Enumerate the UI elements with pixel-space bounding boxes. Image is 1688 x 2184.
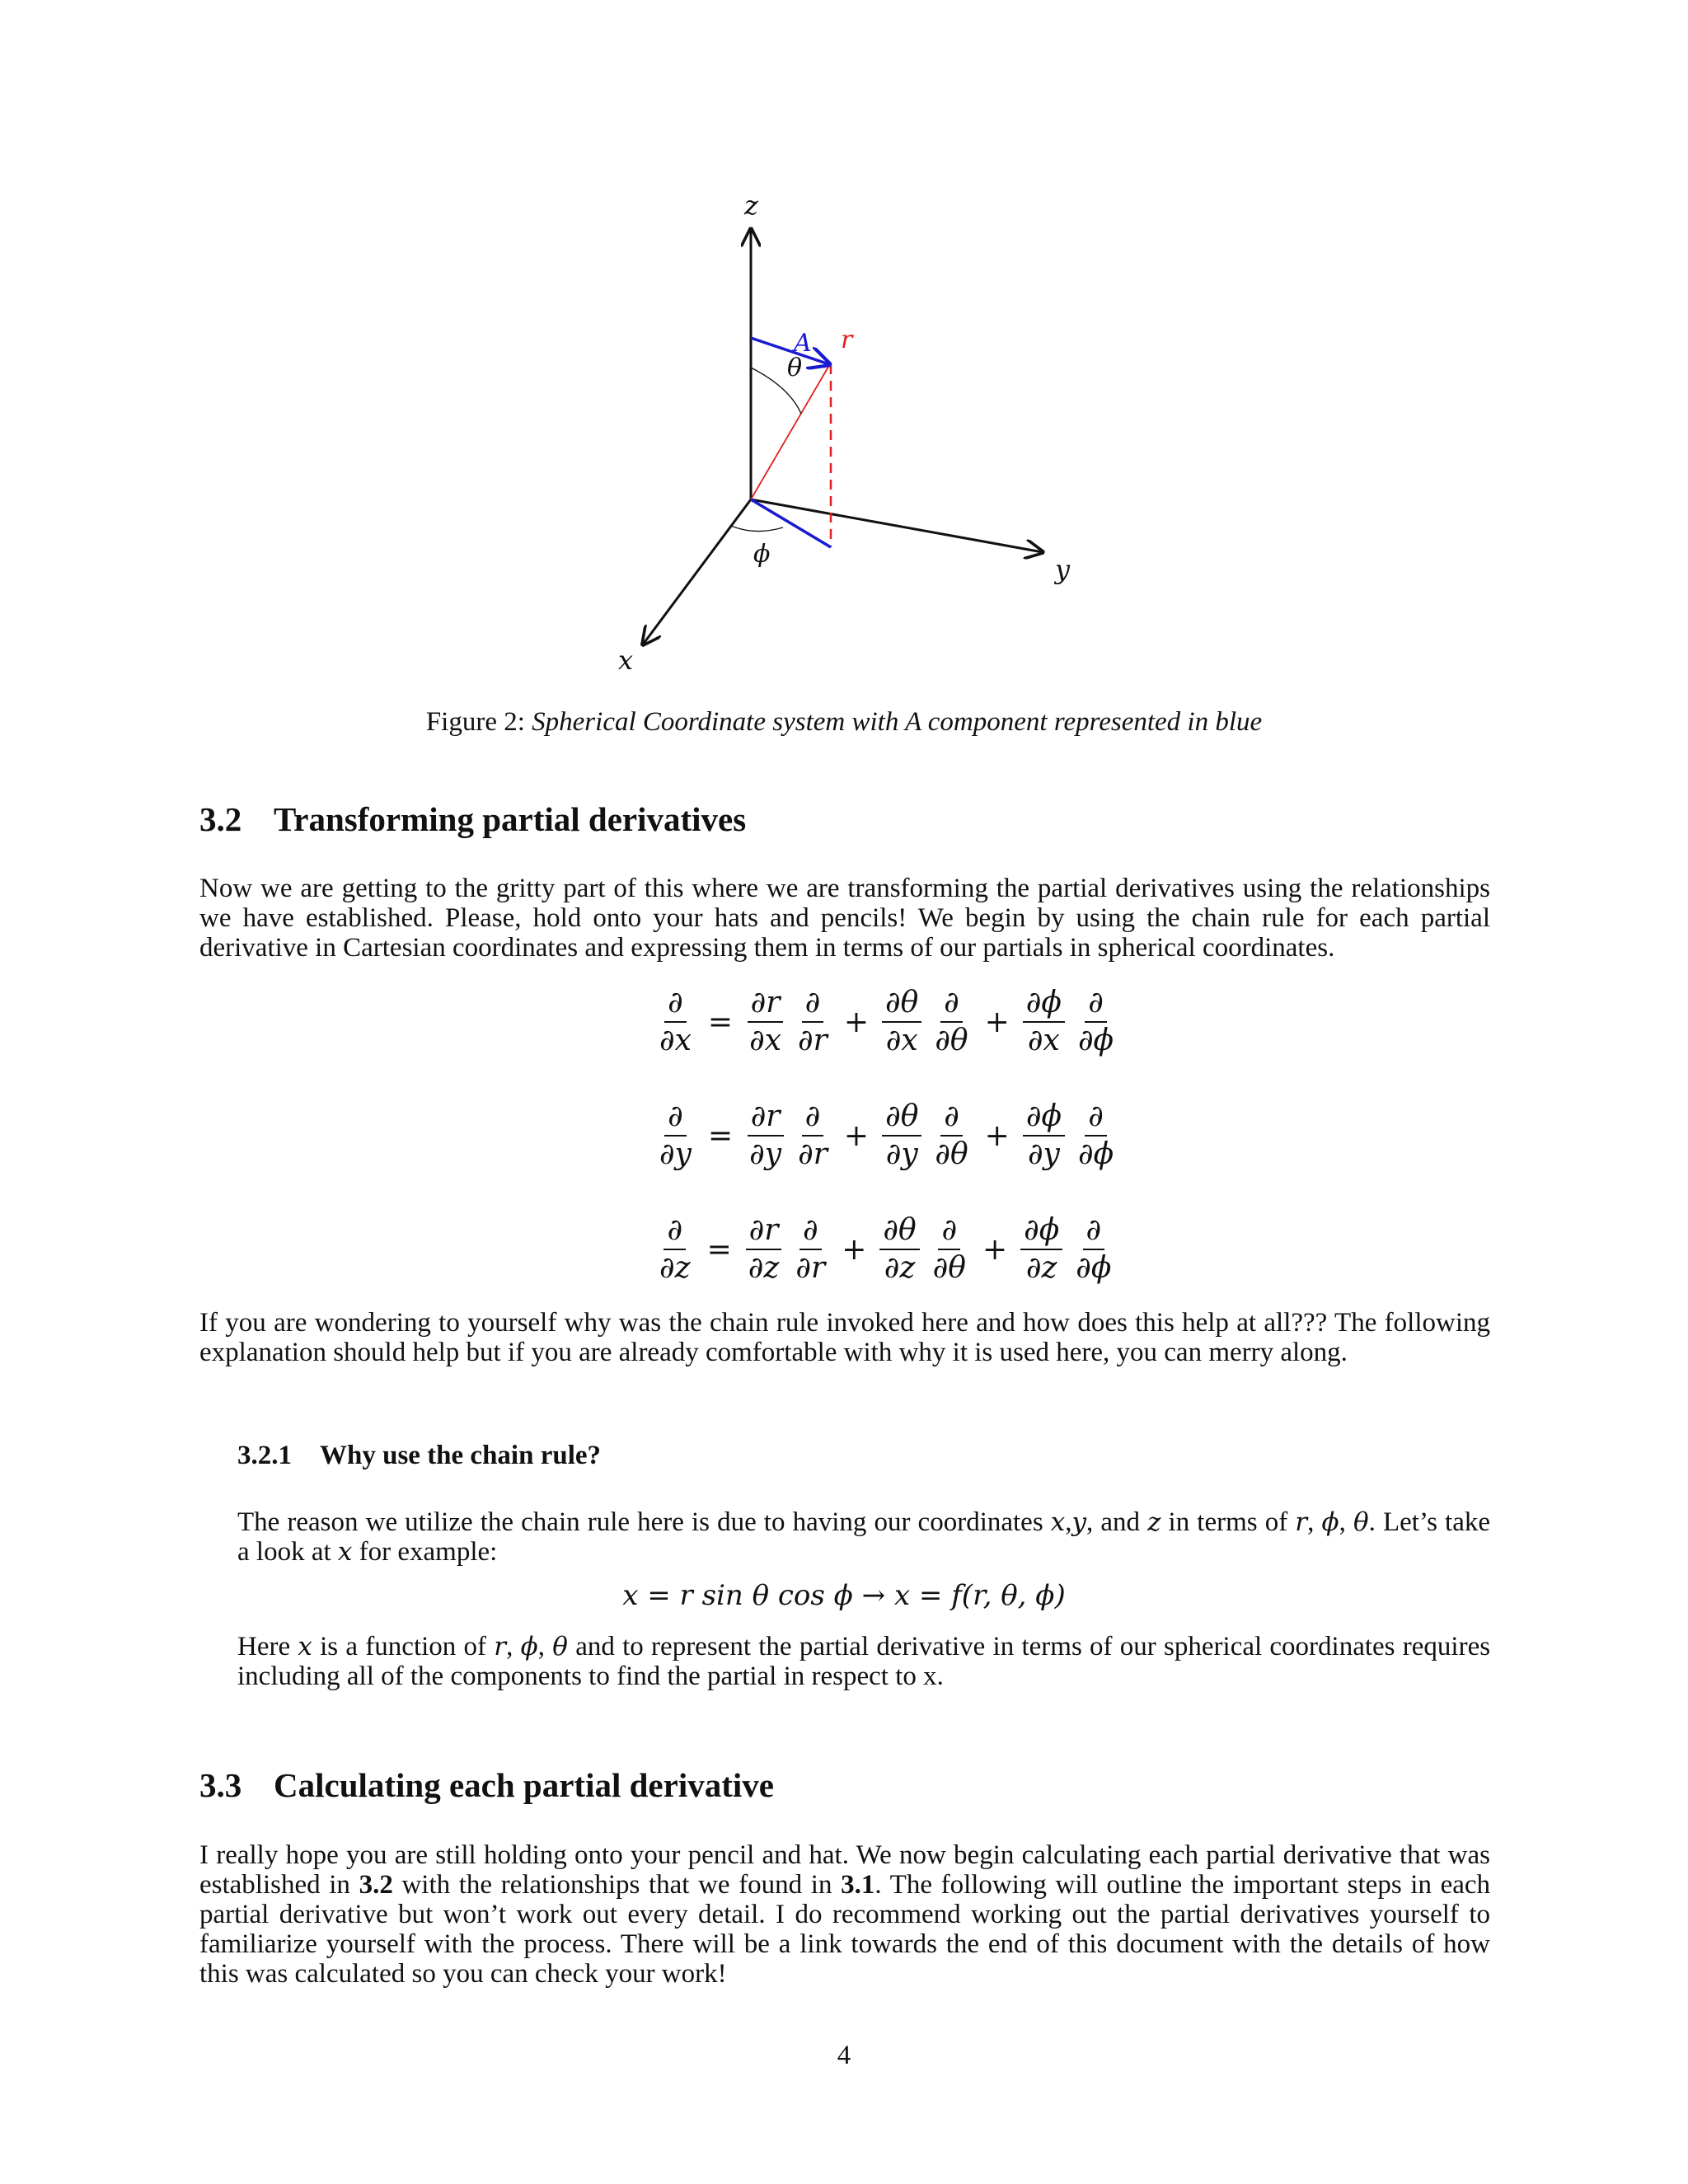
equals-sign: = [706,1232,732,1267]
paragraph-3-2-intro: Now we are getting to the gritty part of this where we are transforming the partial derivatives using the relationships we have established. Please, hold onto your hats and pencils! We begin by using the chain rule for each partial derivative in Cartesian coordinates and expressing them in terms of our partials in spherical coordinates. [199,874,1490,963]
numerator: ∂ [802,987,824,1023]
plus-sign: + [842,1232,867,1267]
denominator: ∂z [659,1251,691,1285]
denominator: ∂ϕ [1076,1251,1112,1285]
numerator: ∂r [748,987,784,1023]
denominator: ∂ϕ [1078,1137,1114,1171]
denominator: ∂θ [935,1024,968,1057]
fraction [882,1100,921,1171]
text-run: Let’s take a look at [237,1507,1491,1567]
x-axis-label: x [618,644,634,676]
fraction [792,1214,828,1285]
fraction [795,1100,831,1171]
text-run: Here [237,1632,291,1661]
fraction [795,987,831,1057]
numerator: ∂θ [879,1214,919,1250]
denominator: ∂x [1027,1024,1060,1057]
denominator: ∂r [798,1137,828,1171]
denominator: ∂r [795,1251,826,1285]
fraction [1023,987,1065,1057]
fraction [882,987,921,1057]
phi-label: ϕ [753,540,771,569]
denominator: ∂θ [932,1251,966,1285]
plus-sign: + [984,1005,1010,1039]
numerator: ∂ [664,1100,687,1137]
denominator: ∂x [659,1024,692,1057]
text-run: I really hope you are still holding onto your pencil and hat. We now begin calculating each partial derivative that was established in [199,1840,1490,1900]
text-run: with the relationships that we found in [401,1870,832,1900]
numerator: ∂ [663,1214,686,1250]
figure-caption-prefix: Figure 2: [425,707,525,737]
r-label: r [841,326,853,354]
denominator: ∂y [749,1137,782,1171]
chain-rule-equation [651,1212,1112,1286]
section-number: 3.3 [199,1766,242,1804]
denominator: ∂r [798,1024,828,1057]
numerator: ∂ [802,1100,824,1137]
section-reference: 3.2 [359,1870,393,1900]
numerator: ∂ [1085,1100,1107,1137]
section-title: Transforming partial derivatives [274,800,747,838]
subsection-heading-3-2-1 [237,1441,601,1471]
section-number: 3.2 [199,800,242,838]
section-title: Calculating each partial derivative [274,1766,774,1804]
fraction [879,1214,919,1285]
fraction [1072,1214,1114,1285]
denominator: ∂θ [935,1137,968,1171]
chain-rule-equation [651,1099,1114,1173]
fraction [931,987,971,1057]
paragraph-3-3 [199,1840,1490,1989]
chain-rule-equations [651,985,1114,1286]
text-run: in terms of [1168,1507,1288,1537]
equals-sign: = [707,1118,734,1153]
text-run: . The following will outline the important steps in each partial derivative but won’t work out every detail. I do recommend working out the partial derivatives yourself to familiarize yourself with the process. There will be a link towards the end of this document with the details of how this was calculated so you can check your work! [199,1870,1491,1989]
theta-label: θ [787,354,803,382]
denominator: ∂z [884,1251,916,1285]
page-number: 4 [837,2041,851,2070]
denominator: ∂z [748,1251,780,1285]
numerator: ∂ϕ [1020,1214,1062,1250]
equation-text: x = r sin θ cos ϕ → x = f(r, θ, ϕ) [622,1579,1066,1612]
figure-caption [0,707,1688,738]
denominator: ∂x [749,1024,782,1057]
r-vector [751,363,831,499]
denominator: ∂x [885,1024,918,1057]
section-reference: 3.1 [841,1870,875,1900]
denominator: ∂ϕ [1077,1024,1114,1057]
y-axis-label: y [1055,554,1071,585]
numerator: ∂ϕ [1023,987,1065,1023]
fraction [656,1214,694,1285]
paragraph-3-2-1-function: Here x is a function of r, ϕ, θ and to represent the partial derivative in terms of our spherical coordinates requires including all of the components to find the partial in respect to x. [237,1632,1491,1691]
paragraph-3-2-followup: If you are wondering to yourself why was the chain rule invoked here and how does this help at all??? The following explanation should help but if you are already comfortable with why it is used here, you can merry along. [199,1308,1490,1367]
fraction [656,1100,695,1171]
section-heading-3-2 [199,799,746,839]
fraction [745,1214,783,1285]
fraction [931,1100,971,1171]
numerator: ∂ [1085,987,1107,1023]
denominator: ∂y [659,1137,692,1171]
fraction [1020,1214,1062,1285]
fraction [1023,1100,1065,1171]
spherical-coordinates-figure [577,181,1104,692]
plus-sign: + [843,1118,870,1153]
text-run: The reason we utilize the chain rule here is due to having our coordinates [237,1507,1043,1537]
figure-caption-text: Spherical Coordinate system with A component represented in blue [532,707,1263,737]
A-label: A [794,329,812,358]
z-axis-label: z [744,190,758,221]
text-run: is a function of [320,1632,487,1661]
text-run: and to represent the partial derivative in terms of our spherical coordinates requires including all of the components to find the partial in respect to x. [237,1632,1491,1691]
plus-sign: + [982,1232,1008,1267]
denominator: ∂z [1025,1251,1057,1285]
paragraph-3-2-1-reason: The reason we utilize the chain rule here is due to having our coordinates x,y, and z in terms of r, ϕ, θ. Let’s take a look at x for example: [237,1507,1491,1567]
numerator: ∂ϕ [1023,1100,1065,1137]
fraction [930,1214,969,1285]
section-heading-3-3 [199,1765,774,1805]
fraction [746,1100,785,1171]
numerator: ∂ [1083,1214,1105,1250]
numerator: ∂r [746,1214,782,1250]
plus-sign: + [984,1118,1010,1153]
numerator: ∂ [799,1214,822,1250]
x-axis [643,499,751,644]
numerator: ∂θ [882,1100,921,1137]
numerator: ∂ [938,1214,960,1250]
text-run: and [1100,1507,1141,1537]
fraction [1075,1100,1117,1171]
chain-rule-equation [651,985,1114,1059]
numerator: ∂θ [882,987,921,1023]
numerator: ∂ [664,987,687,1023]
denominator: ∂y [885,1137,918,1171]
fraction [746,987,785,1057]
phi-arc [731,526,783,532]
text-run: for example: [359,1537,498,1567]
fraction [656,987,695,1057]
equals-sign: = [707,1005,734,1039]
subsection-title: Why use the chain rule? [320,1441,602,1470]
denominator: ∂y [1027,1137,1060,1171]
subsection-number: 3.2.1 [237,1441,292,1470]
x-spherical-equation [0,1579,1688,1612]
numerator: ∂ [940,1100,963,1137]
fraction [1075,987,1117,1057]
plus-sign: + [843,1005,870,1039]
numerator: ∂ [940,987,963,1023]
numerator: ∂r [748,1100,784,1137]
